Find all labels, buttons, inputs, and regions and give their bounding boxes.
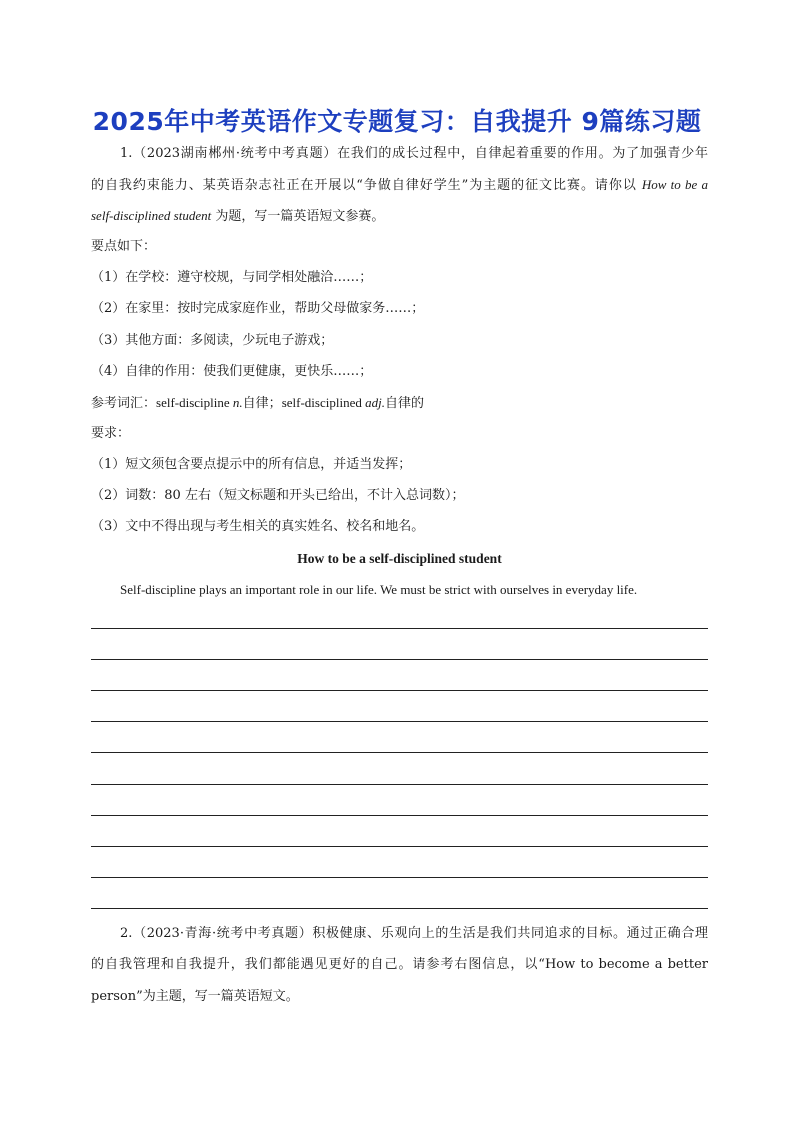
answer-line [91,846,708,847]
answer-line [91,628,708,629]
q1-line-2-italic: How to be a [641,177,708,192]
answer-line [91,784,708,785]
q1-requirement-1: （1）短文须包含要点提示中的所有信息，并适当发挥； [91,457,412,472]
q1-points-heading: 要点如下： [91,239,157,254]
q1-vocab-meaning-1: 自律； [242,396,282,411]
q1-vocab-pos-2: adj. [365,395,385,410]
q1-requirements-heading: 要求： [91,426,131,441]
q1-vocab-word-1: self-discipline [156,395,233,410]
answer-line [91,659,708,660]
answer-line [91,721,708,722]
q1-line-3-text: 为题，写一篇英语短文参赛。 [211,209,385,224]
q1-vocab-label: 参考词汇： [91,396,157,411]
q1-line-3 [91,207,708,226]
q1-point-3: （3）其他方面：多阅读，少玩电子游戏； [91,333,334,348]
document-title: 2025年中考英语作文专题复习：自我提升 9篇练习题 [92,107,702,136]
q1-point-4: （4）自律的作用：使我们更健康，更快乐……； [91,364,373,379]
answer-line [91,752,708,753]
q2-line-1: 2.（2023·青海·统考中考真题）积极健康、乐观向上的生活是我们共同追求的目标。通过正确合理 [120,926,708,941]
q2-line-3: person”为主题，写一篇英语短文。 [91,989,299,1004]
q1-line-2 [91,176,708,195]
answer-line [91,815,708,816]
q1-line-2-text: 的自我约束能力、某英语杂志社正在开展以“争做自律好学生”为主题的征文比赛。请你以 [91,178,642,193]
essay-title: How to be a self-disciplined student [297,551,502,566]
q1-vocab [91,394,708,413]
essay-opening: Self-discipline plays an important role in our life. We must be strict with ourselves in everyday life. [120,582,638,597]
q1-vocab-meaning-2: 自律的 [384,396,424,411]
q1-vocab-pos-1: n. [232,395,243,410]
q1-vocab-word-2: self-disciplined [281,395,366,410]
q1-point-1: （1）在学校：遵守校规，与同学相处融洽……； [91,270,373,285]
answer-line [91,908,708,909]
answer-line [91,690,708,691]
q1-requirement-3: （3）文中不得出现与考生相关的真实姓名、校名和地名。 [91,519,425,534]
q2-line-2: 的自我管理和自我提升，我们都能遇见更好的自己。请参考右图信息，以“How to become a better [91,957,708,972]
q1-line-3-italic: self-disciplined student [91,208,212,223]
q1-point-2: （2）在家里：按时完成家庭作业，帮助父母做家务……； [91,301,425,316]
q1-requirement-2: （2）词数：80 左右（短文标题和开头已给出，不计入总词数）； [91,488,465,503]
q1-line-1: 1.（2023湖南郴州·统考中考真题）在我们的成长过程中，自律起着重要的作用。为了加强青少年 [120,146,708,161]
answer-line [91,877,708,878]
